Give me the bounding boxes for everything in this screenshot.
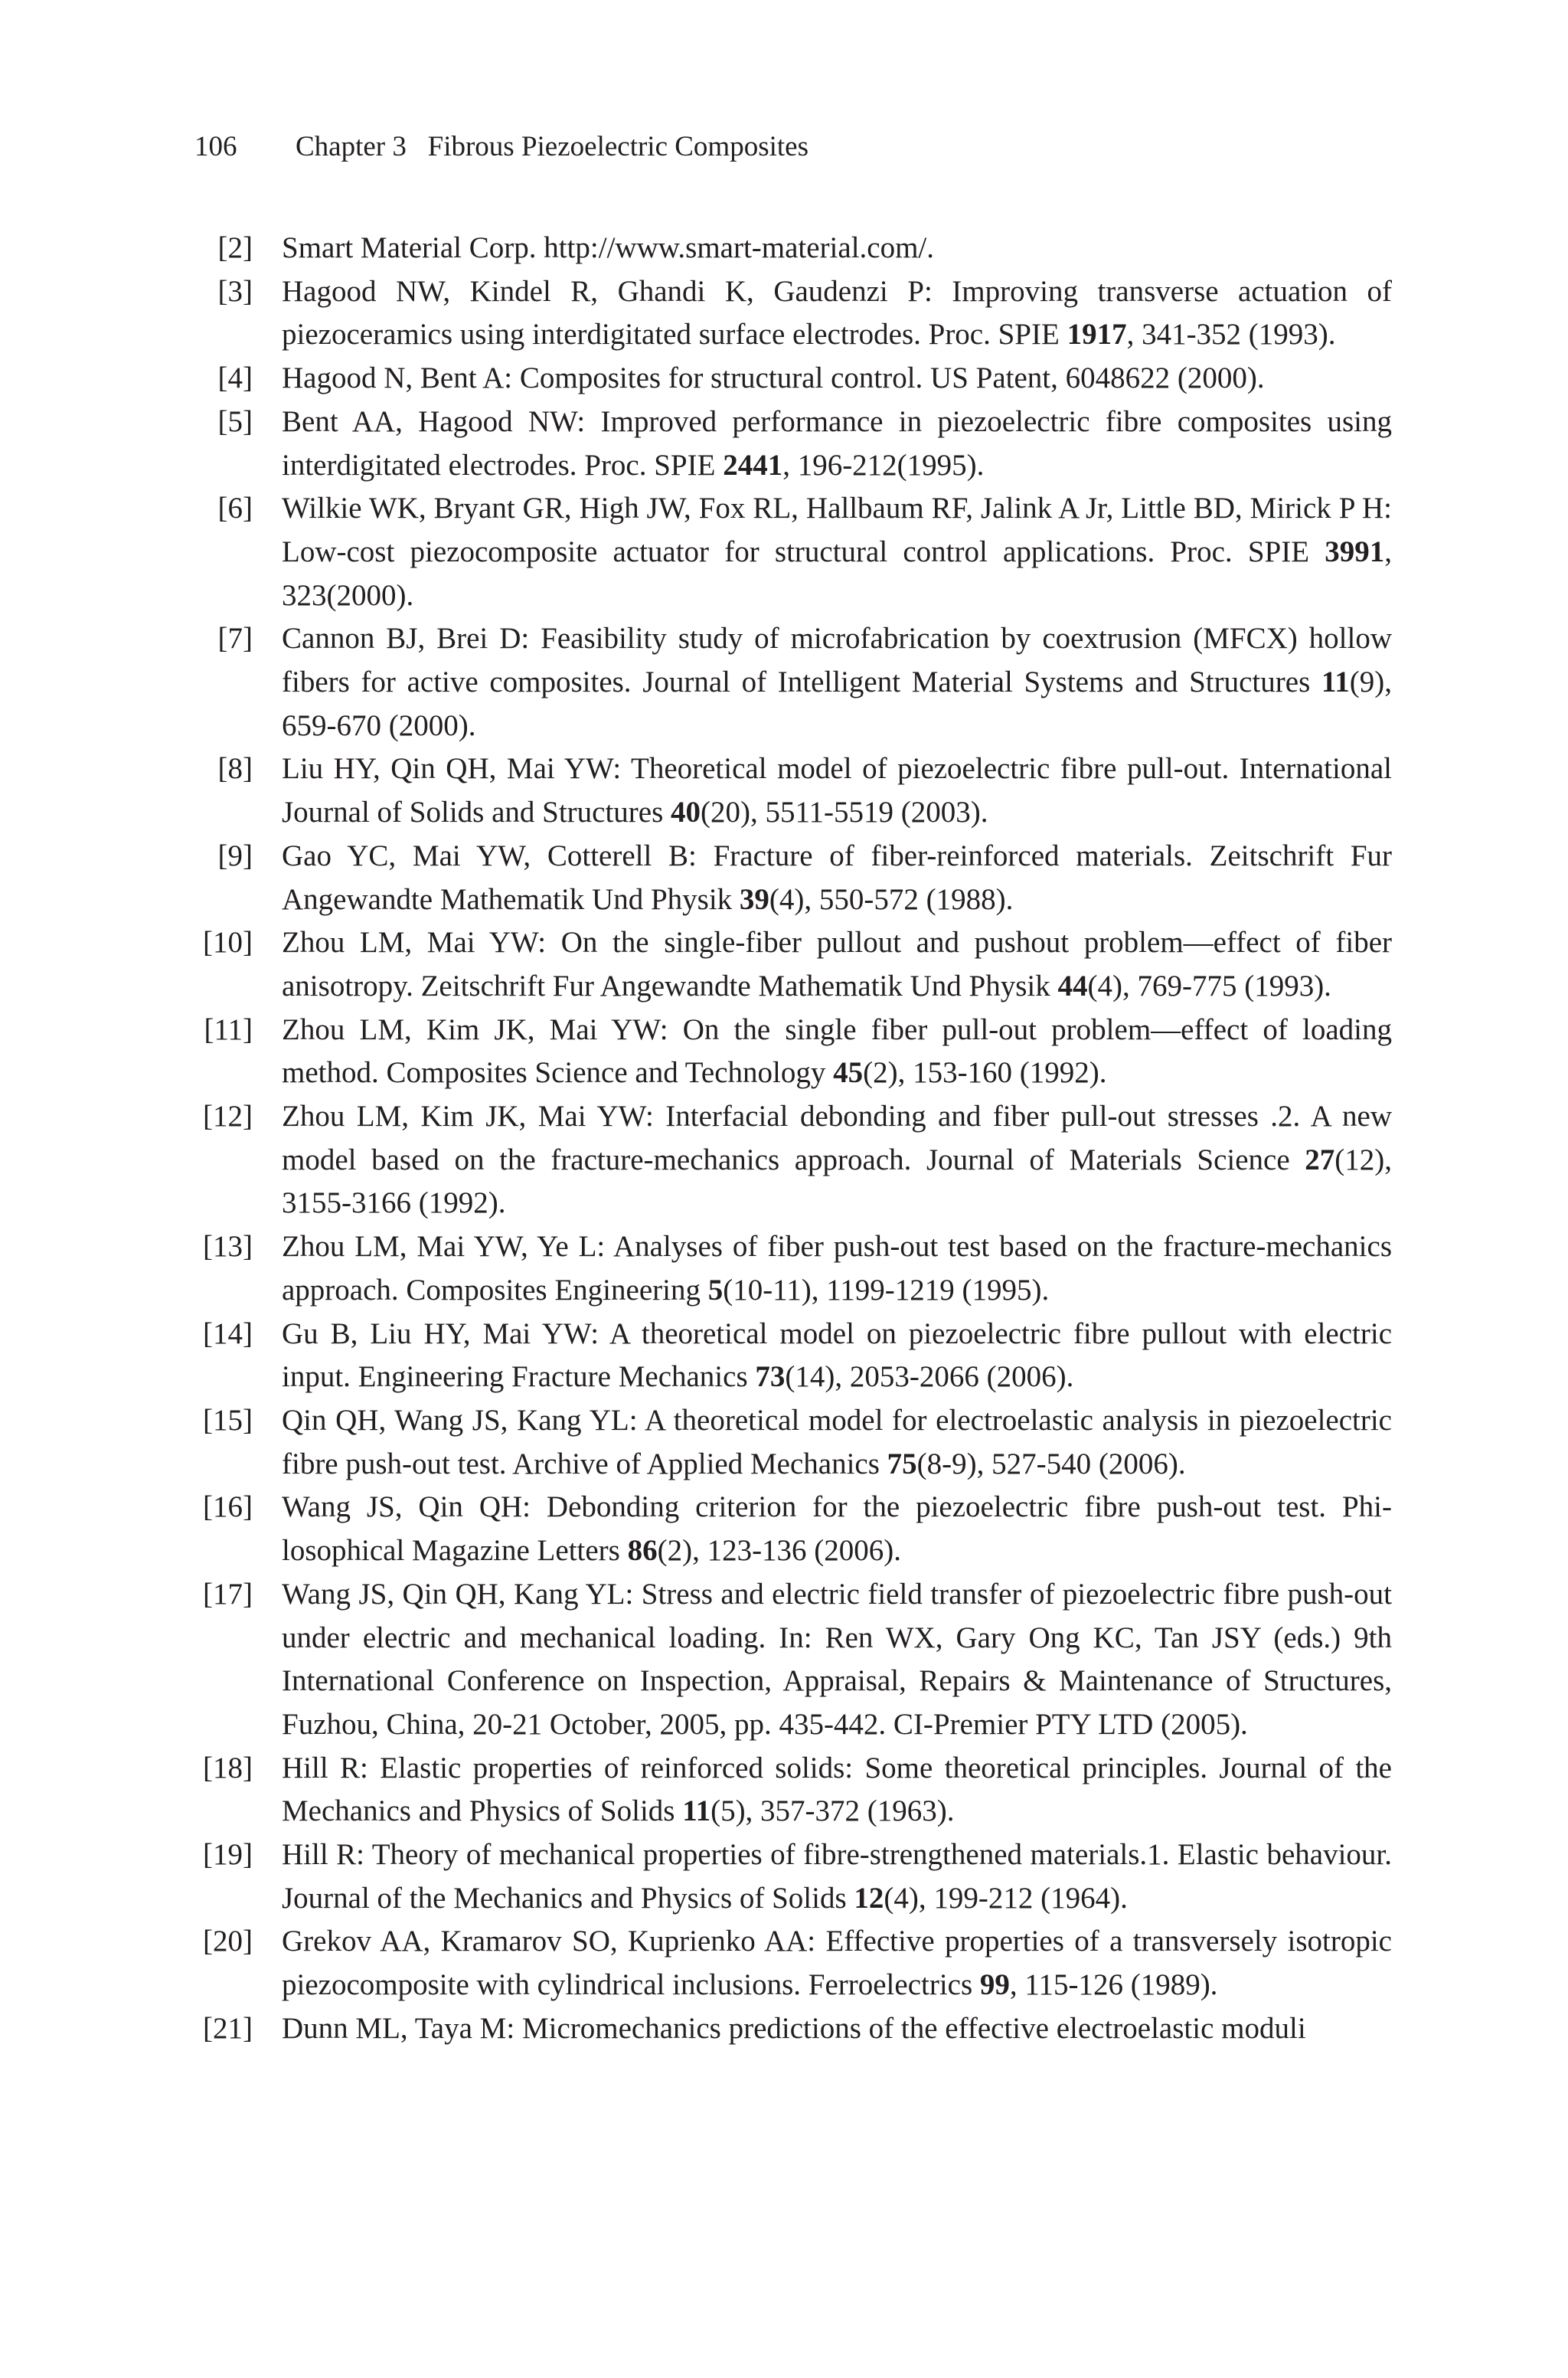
reference-number: [13] [203,1230,253,1264]
reference-text [282,747,1392,834]
reference-segment: Cannon BJ, Brei D: Feasibility study of microfabrication by coextrusion (MFCX) hollow fibers for active composites. Journal of Intelligent Material Systems and Structures [282,622,1392,699]
reference-number: [4] [217,361,253,395]
reference-segment: Wang JS, Qin QH, Kang YL: Stress and electric field transfer of piezoelectric fibre push-out under electric and mechanical loading. In: Ren WX, Gary Ong KC, Tan JSY (eds.) 9th International Conference on Inspection, Appraisal, Repairs & Maintenance of Structures, Fuzhou, China, 20-21 October, 2005, pp. 435-442. CI-Premier PTY LTD (2005). [282,1577,1392,1741]
reference-number: [12] [203,1100,253,1133]
reference-segment: (4), 769-775 (1993). [1087,969,1331,1003]
reference-segment: (10-11), 1199-1219 (1995). [723,1273,1050,1307]
reference-segment: Wilkie WK, Bryant GR, High JW, Fox RL, Hallbaum RF, Jalink A Jr, Little BD, Mirick P H: Low-cost piezocomposite actuator for structural control applications. Proc. SPIE [282,492,1392,568]
reference-list [188,227,1392,2051]
reference-volume: 2441 [723,448,783,482]
reference-number: [10] [203,926,253,960]
reference-item [188,401,1392,487]
reference-segment: , 115-126 (1989). [1009,1968,1218,2002]
reference-item [188,921,1392,1008]
reference-text [282,1833,1392,1920]
reference-item [188,1225,1392,1312]
reference-segment: Dunn ML, Taya M: Micromechanics predictions of the effective electroelastic moduli [282,2011,1306,2045]
reference-number: [2] [217,231,253,264]
reference-segment: Bent AA, Hagood NW: Improved performance in piezoelectric fibre composites using interdigitated electrodes. Proc. SPIE [282,404,1392,482]
reference-item [188,1486,1392,1572]
reference-item [188,1009,1392,1095]
reference-volume: 86 [627,1534,658,1568]
reference-text [282,1095,1392,1225]
reference-number: [5] [217,404,253,438]
reference-number: [6] [217,492,253,525]
reference-volume: 75 [887,1447,917,1480]
reference-number: [14] [203,1317,253,1350]
reference-segment: Zhou LM, Kim JK, Mai YW: Interfacial debonding and fiber pull-out stresses .2. A new model based on the fracture-mechanics approach. Journal of Materials Science [282,1100,1392,1176]
reference-item [188,2007,1392,2051]
reference-segment: Gao YC, Mai YW, Cotterell B: Fracture of fiber-reinforced materials. Zeitschrift Fur Angewandte Mathematik Und Physik [282,839,1392,916]
reference-item [188,747,1392,834]
reference-segment: (4), 550-572 (1988). [769,882,1014,916]
reference-item [188,227,1392,270]
reference-volume: 11 [1321,666,1350,699]
reference-number: [17] [203,1577,253,1611]
reference-text [282,1225,1392,1312]
reference-text [282,227,1392,270]
reference-segment: Gu B, Liu HY, Mai YW: A theoretical model on piezoelectric fibre pullout with electric input. Engineering Fracture Mechanics [282,1317,1392,1394]
chapter-title: Fibrous Piezoelectric Composites [427,131,808,162]
reference-item [188,617,1392,747]
reference-segment: Smart Material Corp. http://www.smart-material.com/. [282,231,935,264]
reference-segment: Zhou LM, Kim JK, Mai YW: On the single fiber pull-out problem—effect of loading method. Composites Science and Technology [282,1012,1392,1090]
reference-item [188,270,1392,357]
reference-text [282,1573,1392,1747]
reference-text [282,1920,1392,2007]
reference-segment: Qin QH, Wang JS, Kang YL: A theoretical model for electroelastic analysis in piezoelectric fibre push-out test. Archive of Applied Mechanics [282,1403,1392,1480]
reference-number: [8] [217,752,253,786]
reference-segment: (2), 123-136 (2006). [657,1534,902,1568]
reference-item [188,1833,1392,1920]
reference-text [282,921,1392,1008]
reference-item [188,357,1392,401]
reference-number: [18] [203,1751,253,1784]
reference-text [282,401,1392,487]
reference-text [282,835,1392,921]
reference-number: [11] [204,1012,253,1046]
reference-volume: 44 [1057,969,1088,1003]
reference-number: [19] [203,1838,253,1872]
reference-segment: Wang JS, Qin QH: Debonding criterion for the piezoelectric fibre push-out test. Philosophical Magazine Letters [282,1490,1392,1568]
reference-segment: (4), 199-212 (1964). [884,1881,1128,1915]
reference-segment: , 323(2000). [282,535,1392,612]
reference-segment: Hagood NW, Kindel R, Ghandi K, Gaudenzi P: Improving transverse actuation of piezoceramics using interdigitated surface electrodes. Proc. SPIE [282,274,1392,352]
reference-volume: 40 [671,796,701,829]
reference-item [188,1573,1392,1747]
reference-segment: (5), 357-372 (1963). [710,1794,955,1828]
reference-segment: Zhou LM, Mai YW: On the single-fiber pullout and pushout problem—effect of fiber anisotropy. Zeitschrift Fur Angewandte Mathematik Und Physik [282,926,1392,1003]
reference-number: [21] [203,2011,253,2045]
reference-segment: Hill R: Elastic properties of reinforced solids: Some theoretical principles. Journal of the Mechanics and Physics of Solids [282,1751,1392,1828]
reference-text [282,1009,1392,1095]
reference-text [282,357,1392,401]
reference-segment: Hagood N, Bent A: Composites for structural control. US Patent, 6048622 (2000). [282,361,1265,395]
reference-text [282,617,1392,747]
reference-segment: (20), 5511-5519 (2003). [701,796,988,829]
reference-volume: 99 [979,1968,1010,2002]
reference-text [282,487,1392,617]
reference-text [282,1486,1392,1572]
reference-volume: 39 [739,882,769,916]
reference-number: [9] [217,839,253,872]
reference-item [188,1747,1392,1833]
reference-volume: 3991 [1325,535,1385,568]
reference-text [282,270,1392,357]
reference-text [282,1747,1392,1833]
reference-item [188,487,1392,617]
reference-number: [15] [203,1403,253,1437]
reference-number: [16] [203,1490,253,1524]
reference-segment: (12), 3155-3166 (1992). [282,1143,1392,1220]
reference-item [188,1399,1392,1486]
reference-volume: 45 [833,1056,864,1090]
reference-text [282,2007,1392,2051]
reference-number: [3] [217,274,253,308]
reference-segment: (14), 2053-2066 (2006). [785,1360,1074,1394]
running-header [194,126,808,168]
reference-volume: 27 [1305,1143,1335,1176]
reference-segment: (2), 153-160 (1992). [863,1056,1107,1090]
reference-volume: 73 [755,1360,786,1394]
reference-text [282,1313,1392,1399]
reference-volume: 12 [854,1881,884,1915]
reference-volume: 1917 [1067,318,1127,352]
reference-text [282,1399,1392,1486]
reference-item [188,835,1392,921]
chapter-label: Chapter 3 [296,131,407,162]
reference-item [188,1920,1392,2007]
reference-segment: , 341-352 (1993). [1126,318,1336,352]
reference-item [188,1313,1392,1399]
reference-segment: (8-9), 527-540 (2006). [916,1447,1186,1480]
reference-segment: Zhou LM, Mai YW, Ye L: Analyses of fiber push-out test based on the fracture-mechanics approach. Composites Engineering [282,1230,1392,1307]
reference-segment: Liu HY, Qin QH, Mai YW: Theoretical model of piezoelectric fibre pull-out. International Journal of Solids and Structures [282,752,1392,829]
reference-volume: 5 [707,1273,724,1307]
reference-item [188,1095,1392,1225]
reference-number: [7] [217,622,253,656]
reference-segment: , 196-212(1995). [782,448,985,482]
reference-segment: Grekov AA, Kramarov SO, Kuprienko AA: Effective properties of a transversely isotropic piezocomposite with cylindrical inclusions. Ferroelectrics [282,1925,1392,2002]
reference-segment: Hill R: Theory of mechanical properties of fibre-strengthened materials.1. Elastic behaviour. Journal of the Mechanics and Physics of Solids [282,1838,1392,1915]
reference-segment: (9), 659-670 (2000). [282,666,1392,742]
reference-volume: 11 [682,1794,711,1828]
reference-number: [20] [203,1925,253,1958]
page-number: 106 [194,131,237,162]
